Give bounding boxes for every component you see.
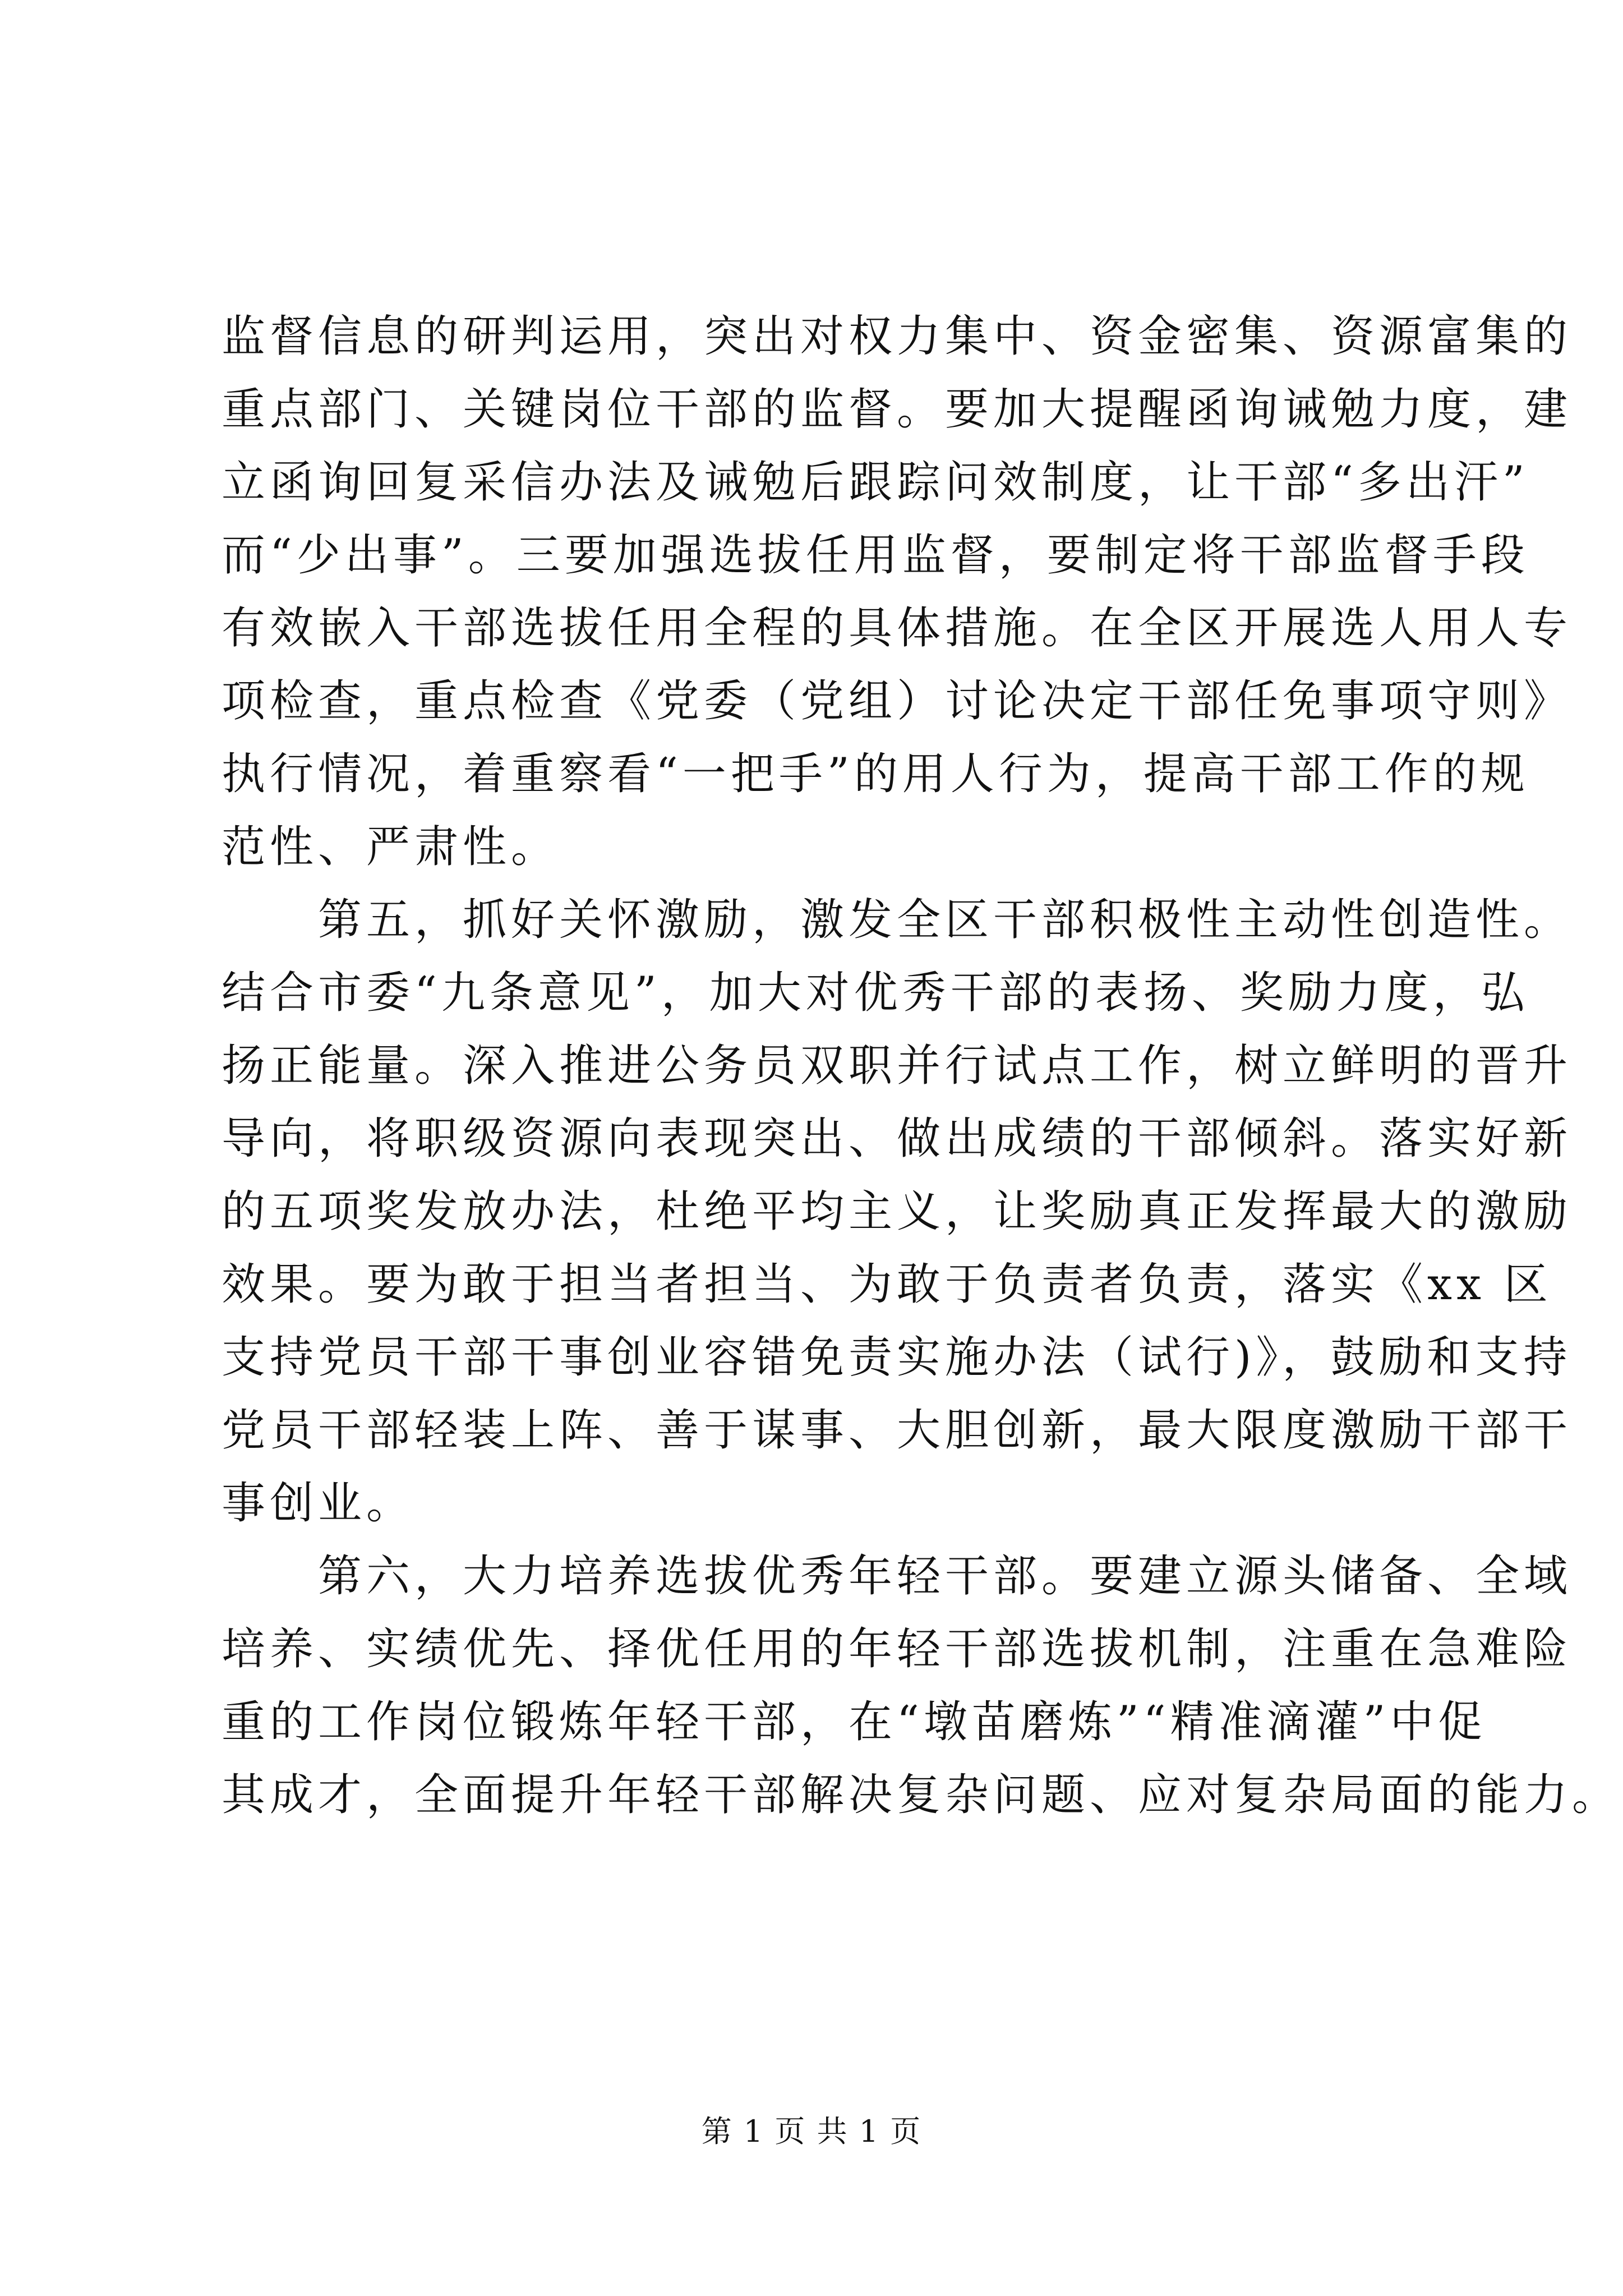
page-number-label: 第 1 页 共 1 页 bbox=[701, 2114, 922, 2149]
text-line: 其成才，全面提升年轻干部解决复杂问题、应对复杂局面的能力。 bbox=[222, 1770, 1621, 1820]
text-line: 扬正能量。深入推进公务员双职并行试点工作，树立鲜明的晋升 bbox=[222, 1041, 1573, 1091]
text-line: 而“少出事”。三要加强选拔任用监督，要制定将干部监督手段 bbox=[222, 530, 1529, 581]
document-body bbox=[222, 300, 1621, 1832]
text-line: 重点部门、关键岗位干部的监督。要加大提醒函询诫勉力度，建 bbox=[222, 384, 1573, 435]
text-line: 效果。要为敢于担当者担当、为敢于负责者负责，落实《xx 区 bbox=[222, 1259, 1552, 1310]
text-line: 的五项奖发放办法，杜绝平均主义，让奖励真正发挥最大的激励 bbox=[222, 1186, 1573, 1237]
text-line: 培养、实绩优先、择优任用的年轻干部选拔机制，注重在急难险 bbox=[222, 1624, 1573, 1674]
text-line: 监督信息的研判运用，突出对权力集中、资金密集、资源富集的 bbox=[222, 311, 1573, 362]
text-line: 结合市委“九条意见”，加大对优秀干部的表扬、奖励力度，弘 bbox=[222, 968, 1529, 1018]
text-line: 有效嵌入干部选拔任用全程的具体措施。在全区开展选人用人专 bbox=[222, 603, 1573, 654]
text-line: 立函询回复采信办法及诫勉后跟踪问效制度，让干部“多出汗” bbox=[222, 457, 1529, 508]
text-line: 导向，将职级资源向表现突出、做出成绩的干部倾斜。落实好新 bbox=[222, 1114, 1573, 1164]
text-line: 重的工作岗位锻炼年轻干部，在“墩苗磨炼”“精准滴灌”中促 bbox=[222, 1697, 1487, 1747]
paragraph-start-line: 第六，大力培养选拔优秀年轻干部。要建立源头储备、全域 bbox=[222, 1551, 1573, 1602]
text-line: 支持党员干部干事创业容错免责实施办法（试行)》，鼓励和支持 bbox=[222, 1332, 1572, 1383]
page-footer bbox=[0, 2112, 1623, 2151]
text-line: 范性、严肃性。 bbox=[222, 822, 560, 872]
text-line: 项检查，重点检查《党委（党组）讨论决定干部任免事项守则》 bbox=[222, 676, 1573, 726]
text-line: 执行情况，着重察看“一把手”的用人行为，提高干部工作的规 bbox=[222, 749, 1529, 799]
text-line: 党员干部轻装上阵、善于谋事、大胆创新，最大限度激励干部干 bbox=[222, 1405, 1573, 1456]
text-line: 事创业。 bbox=[222, 1478, 415, 1529]
paragraph-start-line: 第五，抓好关怀激励，激发全区干部积极性主动性创造性。 bbox=[222, 895, 1573, 945]
